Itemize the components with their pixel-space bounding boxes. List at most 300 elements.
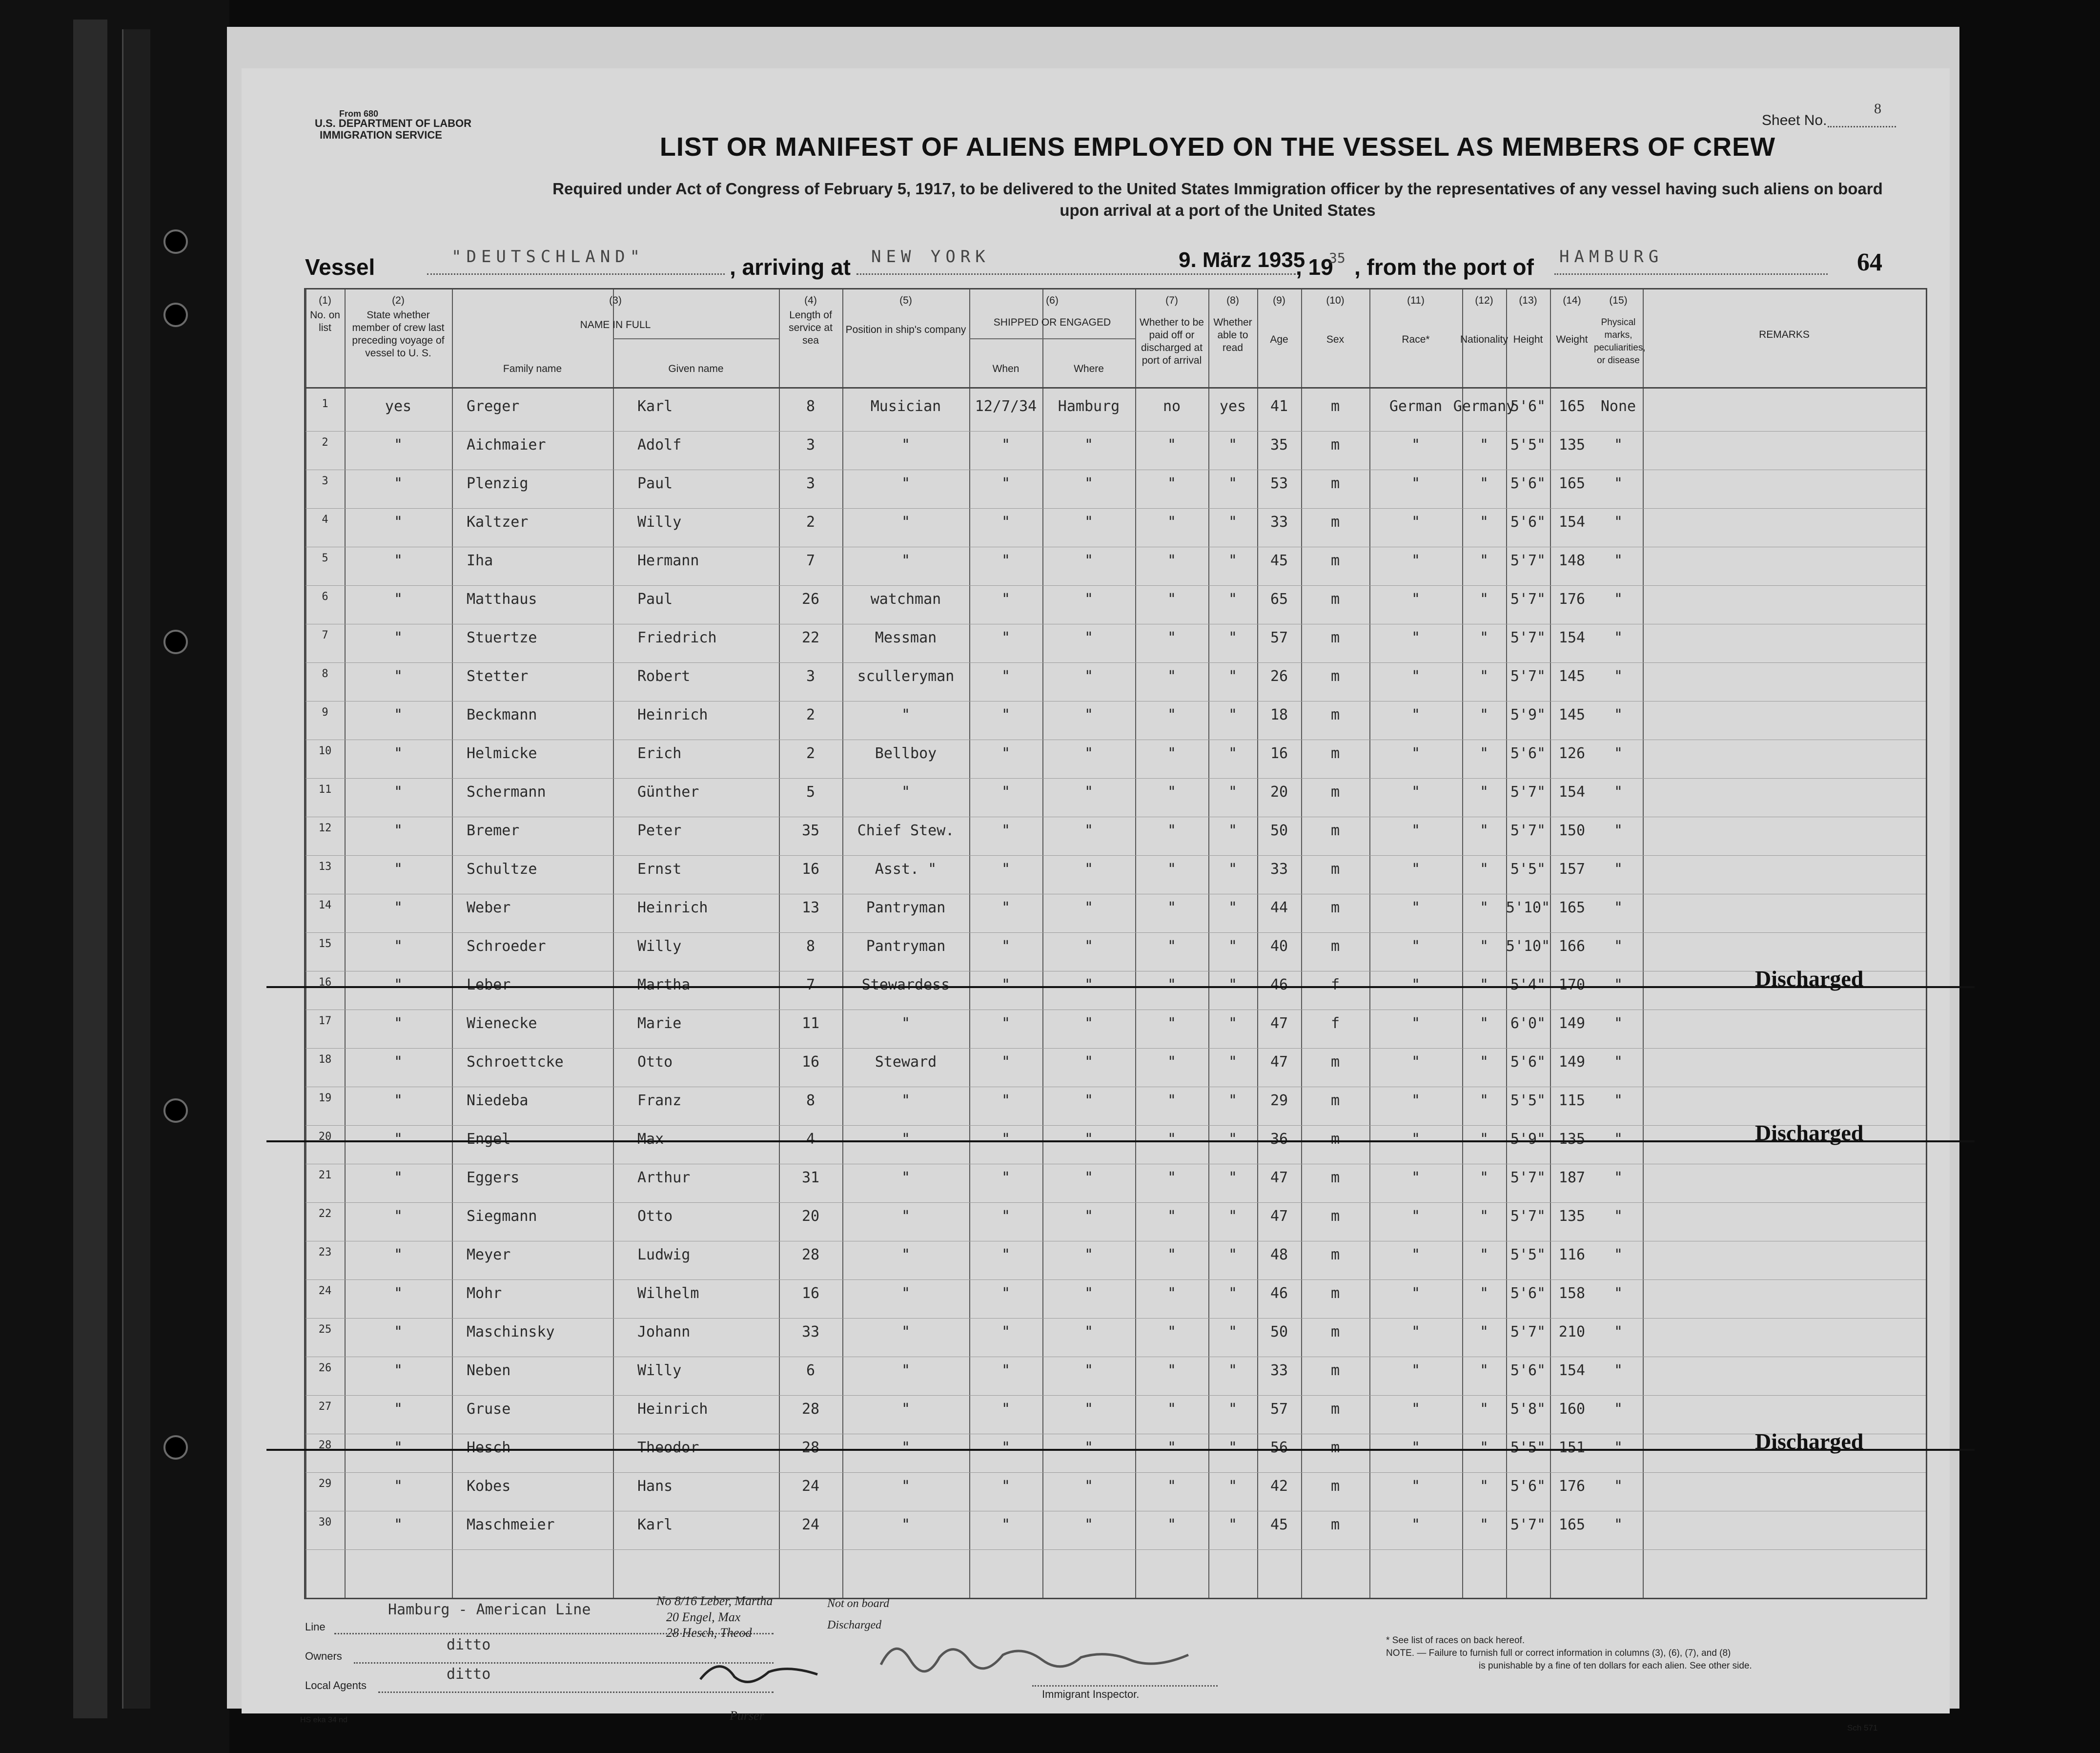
cell-nationality: " (1479, 822, 1489, 839)
cell-read: " (1228, 1208, 1238, 1225)
cell-when: " (1001, 629, 1011, 646)
header-col6: SHIPPED OR ENGAGED (993, 317, 1111, 328)
cell-age: 46 (1270, 1285, 1288, 1302)
cell-race: German (1389, 398, 1443, 415)
cell-position: Bellboy (875, 745, 937, 762)
cell-race: " (1411, 1401, 1421, 1418)
cell-read: " (1228, 784, 1238, 801)
cell-prev: " (393, 1401, 403, 1418)
cell-given: Ludwig (637, 1246, 691, 1263)
cell-marks: " (1613, 899, 1623, 916)
cell-height: 5'8" (1510, 1401, 1546, 1418)
sheet-no-value: 8 (1874, 101, 1881, 117)
cell-marks: " (1613, 861, 1623, 878)
header-col2-num: (2) (392, 295, 405, 306)
cell-read: " (1228, 745, 1238, 762)
form-code: HS eka 34 nd (300, 1716, 347, 1724)
header-when: When (992, 363, 1019, 374)
cell-given: Paul (637, 591, 673, 608)
year-prefix: , 19 (1296, 254, 1333, 280)
row-rule (306, 1125, 1926, 1126)
cell-paid: " (1167, 784, 1177, 801)
cell-service: 28 (801, 1439, 820, 1456)
cell-when: " (1001, 1169, 1011, 1186)
cell-weight: 154 (1558, 514, 1586, 531)
cell-nationality: " (1479, 1401, 1489, 1418)
cell-age: 40 (1270, 938, 1288, 955)
cell-position: Asst. " (875, 861, 937, 878)
cell-where: " (1084, 1131, 1094, 1148)
cell-no: 14 (318, 899, 332, 911)
header-col13-num: (13) (1519, 295, 1537, 306)
cell-sex: m (1330, 514, 1340, 531)
cell-given: Heinrich (637, 1401, 708, 1418)
cell-no: 19 (318, 1092, 332, 1104)
cell-service: 8 (806, 398, 816, 415)
letterhead-department: U.S. DEPARTMENT OF LABOR (315, 117, 472, 129)
cell-prev: " (393, 1362, 403, 1379)
cell-race: " (1411, 1362, 1421, 1379)
cell-height: 5'5" (1510, 1246, 1546, 1263)
cell-read: " (1228, 1516, 1238, 1533)
row-rule (306, 1202, 1926, 1203)
cell-sex: m (1330, 1285, 1340, 1302)
row-rule (306, 1549, 1926, 1550)
cell-prev: " (393, 475, 403, 492)
cell-when: " (1001, 591, 1011, 608)
cell-service: 22 (801, 629, 820, 646)
cell-height: 5'4" (1510, 976, 1546, 993)
cell-position: " (901, 1516, 911, 1533)
cell-height: 5'7" (1510, 591, 1546, 608)
header-col14-num: (14) (1563, 295, 1581, 306)
cell-where: " (1084, 552, 1094, 569)
header-col4: Length of service at sea (789, 309, 833, 346)
cell-position: Messman (875, 629, 937, 646)
cell-given: Otto (637, 1208, 673, 1225)
cell-when: " (1001, 1516, 1011, 1533)
cell-given: Willy (637, 1362, 682, 1379)
cell-prev: " (393, 1092, 403, 1109)
cell-no: 16 (318, 976, 332, 989)
header-remarks: REMARKS (1759, 329, 1810, 340)
cell-marks: " (1613, 436, 1623, 454)
cell-age: 33 (1270, 514, 1288, 531)
cell-read: " (1228, 475, 1238, 492)
cell-sex: m (1330, 1053, 1340, 1071)
footer-agents-label: Local Agents (305, 1679, 367, 1691)
cell-race: " (1411, 784, 1421, 801)
cell-nationality: " (1479, 668, 1489, 685)
cell-paid: " (1167, 1092, 1177, 1109)
cell-family: Plenzig (467, 475, 529, 492)
cell-when: " (1001, 1401, 1011, 1418)
cell-family: Engel (467, 1131, 511, 1148)
cell-weight: 176 (1558, 591, 1586, 608)
cell-paid: " (1167, 1478, 1177, 1495)
cell-given: Max (637, 1131, 664, 1148)
cell-nationality: " (1479, 976, 1489, 993)
cell-race: " (1411, 1092, 1421, 1109)
cell-no: 24 (318, 1285, 332, 1297)
cell-marks: " (1613, 784, 1623, 801)
row-rule (306, 1318, 1926, 1319)
cell-paid: " (1167, 629, 1177, 646)
cell-marks: " (1613, 938, 1623, 955)
cell-family: Schermann (467, 784, 546, 801)
cell-no: 18 (318, 1053, 332, 1066)
cell-height: 5'7" (1510, 1208, 1546, 1225)
row-rule (306, 1472, 1926, 1473)
cell-service: 6 (806, 1362, 816, 1379)
cell-position: " (901, 1362, 911, 1379)
cell-when: " (1001, 1439, 1011, 1456)
cell-read: " (1228, 1246, 1238, 1263)
binder-hole (163, 1098, 188, 1123)
cell-marks: None (1600, 398, 1636, 415)
cell-sex: f (1330, 1015, 1340, 1032)
cell-given: Heinrich (637, 706, 708, 723)
cell-when: " (1001, 552, 1011, 569)
cell-service: 16 (801, 1053, 820, 1071)
cell-read: " (1228, 1131, 1238, 1148)
cell-read: " (1228, 822, 1238, 839)
cell-family: Bremer (467, 822, 520, 839)
cell-prev: " (393, 861, 403, 878)
cell-family: Gruse (467, 1401, 511, 1418)
cell-nationality: " (1479, 1131, 1489, 1148)
cell-marks: " (1613, 1362, 1623, 1379)
cell-paid: " (1167, 976, 1177, 993)
cell-nationality: " (1479, 1169, 1489, 1186)
cell-height: 5'6" (1510, 1053, 1546, 1071)
cell-prev: " (393, 784, 403, 801)
cell-service: 3 (806, 668, 816, 685)
cell-height: 5'6" (1510, 1362, 1546, 1379)
cell-prev: " (393, 976, 403, 993)
cell-marks: " (1613, 1516, 1623, 1533)
cell-service: 28 (801, 1401, 820, 1418)
cell-paid: " (1167, 1516, 1177, 1533)
cell-nationality: " (1479, 899, 1489, 916)
cell-no: 23 (318, 1246, 332, 1258)
cell-prev: " (393, 1169, 403, 1186)
cell-height: 5'7" (1510, 822, 1546, 839)
cell-race: " (1411, 976, 1421, 993)
header-col9-num: (9) (1273, 295, 1285, 306)
cell-given: Willy (637, 514, 682, 531)
cell-read: " (1228, 1439, 1238, 1456)
cell-family: Schroettcke (467, 1053, 564, 1071)
cell-service: 3 (806, 436, 816, 454)
cell-age: 53 (1270, 475, 1288, 492)
cell-paid: " (1167, 514, 1177, 531)
cell-age: 45 (1270, 552, 1288, 569)
cell-read: " (1228, 1362, 1238, 1379)
cell-nationality: " (1479, 1478, 1489, 1495)
cell-service: 16 (801, 1285, 820, 1302)
cell-sex: m (1330, 1208, 1340, 1225)
header-bottom-rule (306, 387, 1926, 389)
cell-given: Arthur (637, 1169, 691, 1186)
cell-race: " (1411, 436, 1421, 454)
cell-paid: " (1167, 668, 1177, 685)
cell-sex: m (1330, 861, 1340, 878)
cell-nationality: " (1479, 784, 1489, 801)
cell-no: 2 (322, 436, 328, 449)
header-col15-num: (15) (1609, 295, 1628, 306)
cell-marks: " (1613, 822, 1623, 839)
cell-where: " (1084, 1092, 1094, 1109)
cell-paid: " (1167, 745, 1177, 762)
cell-weight: 157 (1558, 861, 1586, 878)
cell-read: " (1228, 1285, 1238, 1302)
row-rule (306, 431, 1926, 432)
cell-where: " (1084, 861, 1094, 878)
cell-weight: 126 (1558, 745, 1586, 762)
cell-prev: " (393, 514, 403, 531)
cell-given: Hermann (637, 552, 699, 569)
header-col1: No. on list (310, 309, 340, 333)
cell-read: " (1228, 1323, 1238, 1341)
cell-race: " (1411, 1208, 1421, 1225)
cell-read: " (1228, 861, 1238, 878)
cell-service: 33 (801, 1323, 820, 1341)
cell-where: " (1084, 436, 1094, 454)
cell-family: Aichmaier (467, 436, 546, 454)
cell-sex: m (1330, 1131, 1340, 1148)
cell-sex: m (1330, 899, 1340, 916)
cell-service: 5 (806, 784, 816, 801)
cell-paid: " (1167, 436, 1177, 454)
cell-given: Marie (637, 1015, 682, 1032)
cell-when: " (1001, 668, 1011, 685)
cell-where: " (1084, 784, 1094, 801)
footer-owners-value: ditto (447, 1636, 491, 1653)
cell-when: " (1001, 899, 1011, 916)
page-number: 64 (1857, 248, 1882, 276)
cell-nationality: " (1479, 436, 1489, 454)
cell-marks: " (1613, 1246, 1623, 1263)
cell-nationality: " (1479, 1053, 1489, 1071)
cell-service: 20 (801, 1208, 820, 1225)
cell-nationality: " (1479, 552, 1489, 569)
cell-sex: m (1330, 1169, 1340, 1186)
cell-height: 5'6" (1510, 398, 1546, 415)
cell-race: " (1411, 1285, 1421, 1302)
cell-age: 45 (1270, 1516, 1288, 1533)
cell-race: " (1411, 1015, 1421, 1032)
cell-height: 5'5" (1510, 861, 1546, 878)
cell-sex: m (1330, 1362, 1340, 1379)
subtitle-line-2: upon arrival at a port of the United States (1060, 201, 1376, 219)
cell-no: 12 (318, 822, 332, 834)
cell-weight: 148 (1558, 552, 1586, 569)
cell-service: 11 (801, 1015, 820, 1032)
cell-weight: 145 (1558, 668, 1586, 685)
cell-age: 33 (1270, 861, 1288, 878)
binder-hole (163, 1435, 188, 1460)
cell-weight: 135 (1558, 436, 1586, 454)
cell-age: 47 (1270, 1208, 1288, 1225)
header-col6-num: (6) (1046, 295, 1059, 306)
hand-note-3: 28 Hesch, Theod (666, 1626, 752, 1640)
cell-position: Steward (875, 1053, 937, 1071)
from-label: , from the port of (1354, 254, 1534, 280)
row-rule (306, 1279, 1926, 1280)
cell-paid: " (1167, 1285, 1177, 1302)
cell-family: Kobes (467, 1478, 511, 1495)
cell-read: " (1228, 1015, 1238, 1032)
row-rule (306, 932, 1926, 933)
cell-sex: m (1330, 745, 1340, 762)
cell-service: 26 (801, 591, 820, 608)
cell-where: " (1084, 1478, 1094, 1495)
cell-weight: 165 (1558, 398, 1586, 415)
cell-marks: " (1613, 1015, 1623, 1032)
cell-given: Otto (637, 1053, 673, 1071)
cell-no: 9 (322, 706, 328, 719)
cell-position: Pantryman (866, 899, 946, 916)
cell-weight: 154 (1558, 629, 1586, 646)
cell-when: " (1001, 1285, 1011, 1302)
cell-prev: " (393, 1323, 403, 1341)
cell-no: 21 (318, 1169, 332, 1181)
cell-service: 4 (806, 1131, 816, 1148)
cell-family: Maschinsky (467, 1323, 555, 1341)
cell-position: " (901, 1246, 911, 1263)
cell-weight: 149 (1558, 1053, 1586, 1071)
cell-race: " (1411, 552, 1421, 569)
cell-when: " (1001, 436, 1011, 454)
cell-service: 16 (801, 861, 820, 878)
cell-family: Leber (467, 976, 511, 993)
cell-read: " (1228, 1401, 1238, 1418)
cell-paid: " (1167, 899, 1177, 916)
cell-nationality: " (1479, 475, 1489, 492)
cell-sex: m (1330, 398, 1340, 415)
cell-height: 6'0" (1510, 1015, 1546, 1032)
cell-given: Martha (637, 976, 691, 993)
cell-sex: m (1330, 938, 1340, 955)
cell-paid: " (1167, 1362, 1177, 1379)
cell-prev: " (393, 745, 403, 762)
cell-no: 20 (318, 1131, 332, 1143)
header-col8-num: (8) (1226, 295, 1239, 306)
cell-weight: 116 (1558, 1246, 1586, 1263)
cell-weight: 165 (1558, 899, 1586, 916)
cell-service: 35 (801, 822, 820, 839)
cell-age: 16 (1270, 745, 1288, 762)
cell-given: Peter (637, 822, 682, 839)
header-nationality: Nationality (1460, 334, 1509, 345)
cell-height: 5'7" (1510, 552, 1546, 569)
cell-race: " (1411, 475, 1421, 492)
cell-read: " (1228, 436, 1238, 454)
cell-age: 48 (1270, 1246, 1288, 1263)
cell-prev: " (393, 629, 403, 646)
crew-table (304, 288, 1927, 1599)
cell-prev: " (393, 899, 403, 916)
cell-paid: " (1167, 1015, 1177, 1032)
cell-marks: " (1613, 475, 1623, 492)
cell-prev: " (393, 1131, 403, 1148)
cell-paid: " (1167, 706, 1177, 723)
cell-read: " (1228, 668, 1238, 685)
cell-age: 36 (1270, 1131, 1288, 1148)
header-col10-num: (10) (1326, 295, 1345, 306)
cell-height: 5'10" (1506, 899, 1550, 916)
cell-paid: " (1167, 1053, 1177, 1071)
cell-service: 24 (801, 1478, 820, 1495)
cell-sex: m (1330, 629, 1340, 646)
cell-height: 5'6" (1510, 745, 1546, 762)
cell-height: 5'6" (1510, 514, 1546, 531)
form-title: LIST OR MANIFEST OF ALIENS EMPLOYED ON THE VESSEL AS MEMBERS OF CREW (659, 132, 1776, 162)
row-rule (306, 585, 1926, 586)
arriving-label: , arriving at (730, 254, 851, 280)
cell-prev: " (393, 1208, 403, 1225)
cell-when: " (1001, 1015, 1011, 1032)
cell-sex: m (1330, 784, 1340, 801)
header-weight: Weight (1556, 334, 1588, 345)
cell-position: sculleryman (857, 668, 955, 685)
cell-read: " (1228, 629, 1238, 646)
cell-read: yes (1219, 398, 1246, 415)
cell-no: 29 (318, 1478, 332, 1490)
cell-family: Iha (467, 552, 493, 569)
row-rule (306, 1048, 1926, 1049)
cell-family: Beckmann (467, 706, 537, 723)
cell-position: " (901, 784, 911, 801)
cell-marks: " (1613, 1208, 1623, 1225)
vessel-name: "DEUTSCHLAND" (451, 247, 645, 267)
cell-height: 5'5" (1510, 436, 1546, 454)
cell-age: 50 (1270, 822, 1288, 839)
cell-weight: 187 (1558, 1169, 1586, 1186)
cell-position: " (901, 436, 911, 454)
from-port-dots (1554, 273, 1828, 275)
cell-weight: 176 (1558, 1478, 1586, 1495)
cell-no: 22 (318, 1208, 332, 1220)
cell-no: 15 (318, 938, 332, 950)
cell-position: " (901, 1323, 911, 1341)
cell-no: 10 (318, 745, 332, 757)
cell-race: " (1411, 1246, 1421, 1263)
cell-nationality: " (1479, 1246, 1489, 1263)
header-col7-num: (7) (1165, 295, 1178, 306)
cell-weight: 210 (1558, 1323, 1586, 1341)
row-rule (306, 662, 1926, 663)
col-divider (613, 289, 614, 1598)
cell-family: Meyer (467, 1246, 511, 1263)
cell-position: " (901, 1401, 911, 1418)
cell-paid: " (1167, 1439, 1177, 1456)
header-race: Race* (1402, 334, 1430, 345)
cell-position: Chief Stew. (857, 822, 955, 839)
cell-age: 42 (1270, 1478, 1288, 1495)
cell-when: " (1001, 475, 1011, 492)
cell-service: 28 (801, 1246, 820, 1263)
cell-marks: " (1613, 745, 1623, 762)
from-port: HAMBURG (1559, 247, 1664, 267)
cell-given: Paul (637, 475, 673, 492)
cell-read: " (1228, 938, 1238, 955)
cell-given: Karl (637, 1516, 673, 1533)
cell-given: Johann (637, 1323, 691, 1341)
cell-race: " (1411, 1478, 1421, 1495)
cell-read: " (1228, 591, 1238, 608)
